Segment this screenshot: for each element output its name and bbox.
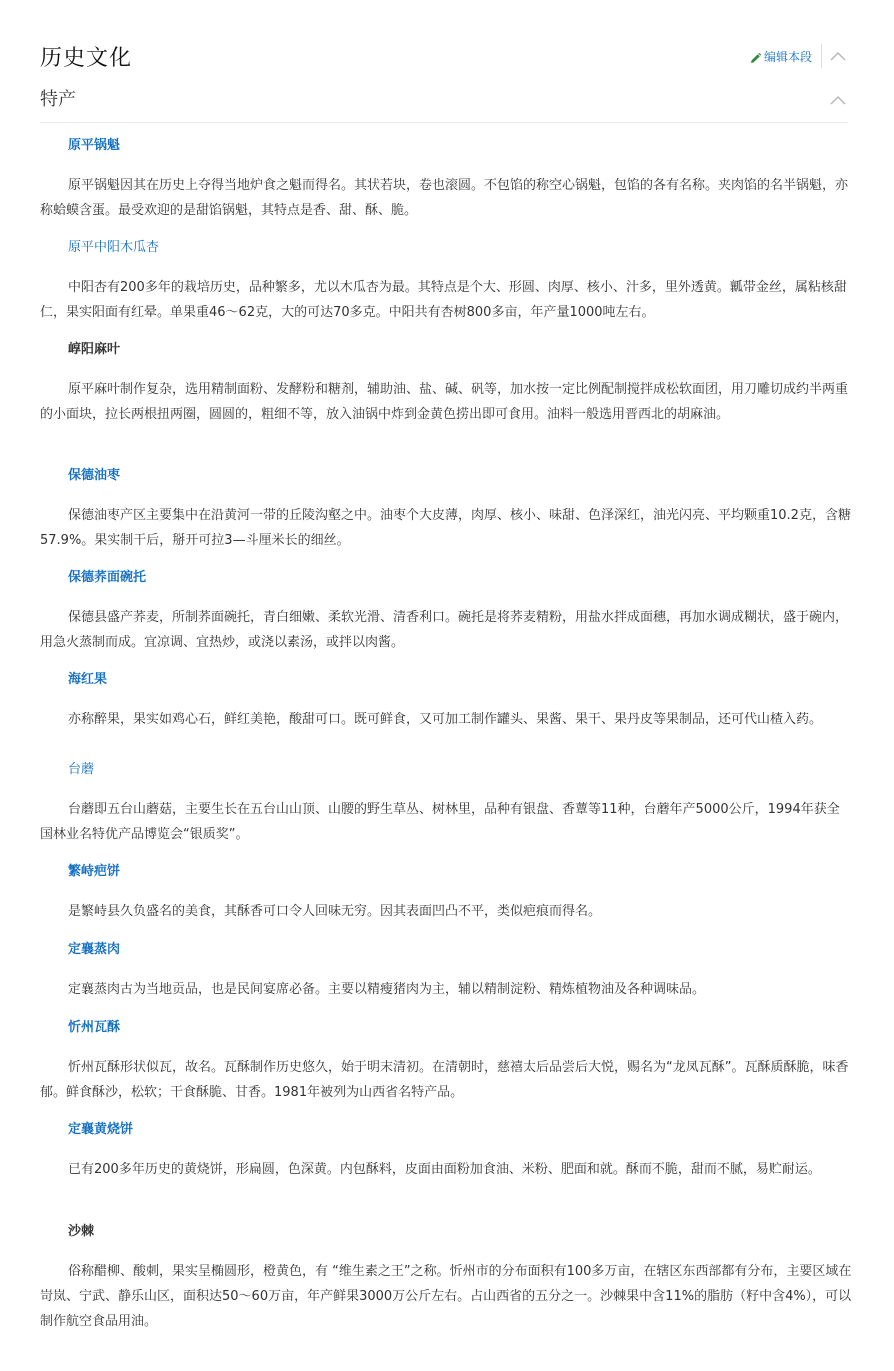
- subsection-header: [40, 84, 848, 123]
- chevron-up-icon: [828, 44, 848, 68]
- section-header: [40, 42, 848, 78]
- item-text: 俗称醋柳、酸刺，果实呈椭圆形，橙黄色，有 “维生素之王”之称。忻州市的分布面积有100多万亩，在辖区东西部都有分布，主要区域在岢岚、宁武、静乐山区，面积达50～60万亩，年产鲜果3000万公斤左右。占山西省的五分之一。沙棘果中含11%的脂肪（籽中含4%），可以制作航空食品用油。: [40, 1264, 852, 1329]
- item-text: 已有200多年历史的黄烧饼，形扁圆，色深黄。内包酥料，皮面由面粉加食油、米粉、肥面和就。酥而不脆，甜而不腻，易贮耐运。: [68, 1162, 821, 1177]
- item-title: 保德油枣: [68, 468, 121, 483]
- subsection-title: 特产: [40, 89, 76, 110]
- item-text: 原平麻叶制作复杂，选用精制面粉、发酵粉和糖剂，辅助油、盐、碱、矾等，加水按一定比例配制搅拌成松软面团，用刀雕切成约半两重的小面块，拉长两根扭两圈，圆圆的，粗细不等，放入油锅中炸到金黄色捞出即可食用。油料一般选用晋西北的胡麻油。: [40, 382, 849, 422]
- item-title: 繁峙疤饼: [68, 864, 121, 879]
- pencil-icon: [749, 51, 762, 64]
- item-text: 保德县盛产荞麦，所制荞面碗托，青白细嫩、柔软光滑、清香利口。碗托是将荞麦精粉，用盐水拌成面穗，再加水调成糊状，盛于碗内，用急火蒸制而成。宜凉调、宜热炒，或浇以素汤，或拌以肉酱。: [40, 610, 849, 650]
- edit-section-label: 编辑本段: [763, 50, 812, 64]
- item-title: 崞阳麻叶: [68, 342, 121, 357]
- item-title: 忻州瓦酥: [68, 1020, 121, 1035]
- item-title: 定襄蒸肉: [68, 942, 121, 957]
- item-title: 台蘑: [68, 762, 95, 777]
- item-title: 保德荞面碗托: [68, 570, 147, 585]
- header-divider: [821, 44, 822, 68]
- item-title: 定襄黄烧饼: [68, 1122, 134, 1137]
- item-title: 沙棘: [68, 1224, 95, 1239]
- section-title: 历史文化: [40, 46, 133, 71]
- item-text: 台蘑即五台山蘑菇，主要生长在五台山山顶、山腰的野生草丛、树林里，品种有银盘、香蕈等11种，台蘑年产5000公斤，1994年获全国林业名特优产品博览会“银质奖”。: [40, 802, 840, 842]
- collapse-section-button[interactable]: [828, 44, 848, 68]
- edit-section-link[interactable]: [749, 47, 812, 67]
- item-text: 是繁峙县久负盛名的美食，其酥香可口令人回味无穷。因其表面凹凸不平，类似疤痕而得名。: [68, 904, 602, 919]
- item-text: 定襄蒸肉古为当地贡品，也是民间宴席必备。主要以精瘦猪肉为主，辅以精制淀粉、精炼植物油及各种调味品。: [68, 982, 706, 997]
- item-text: 原平锅魁因其在历史上夺得当地炉食之魁而得名。其状若块，卷也滚圆。不包馅的称空心锅魁，包馅的各有名称。夹肉馅的名半锅魁，亦称蛤蟆含蛋。最受欢迎的是甜馅锅魁，其特点是香、甜、酥、脆。: [40, 178, 849, 218]
- item-text: 忻州瓦酥形状似瓦，故名。瓦酥制作历史悠久，始于明末清初。在清朝时，慈禧太后品尝后大悦，赐名为“龙凤瓦酥”。瓦酥质酥脆，味香郁。鲜食酥沙，松软；干食酥脆、甘香。1981年被列为山西省名特产品。: [40, 1060, 849, 1100]
- item-title: 原平中阳木瓜杏: [68, 240, 160, 255]
- collapse-subsection-button[interactable]: [828, 90, 848, 110]
- item-title: 海红果: [68, 672, 108, 687]
- item-title: 原平锅魁: [68, 138, 121, 153]
- chevron-up-icon: [828, 90, 848, 110]
- item-text: 中阳杏有200多年的栽培历史，品种繁多，尤以木瓜杏为最。其特点是个大、形圆、肉厚、核小、汁多，里外透黄。瓤带金丝，属粘核甜仁，果实阳面有红晕。单果重46～62克，大的可达70多克。中阳共有杏树800多亩，年产量1000吨左右。: [40, 280, 847, 320]
- item-text: 保德油枣产区主要集中在沿黄河一带的丘陵沟壑之中。油枣个大皮薄，肉厚、核小、味甜、色泽深红，油光闪亮、平均颗重10.2克，含糖57.9%。果实制干后，掰开可拉3—斗厘米长的细丝。: [40, 508, 851, 548]
- item-text: 亦称醉果，果实如鸡心石，鲜红美艳，酸甜可口。既可鲜食，又可加工制作罐头、果酱、果干、果丹皮等果制品，还可代山楂入药。: [68, 712, 823, 727]
